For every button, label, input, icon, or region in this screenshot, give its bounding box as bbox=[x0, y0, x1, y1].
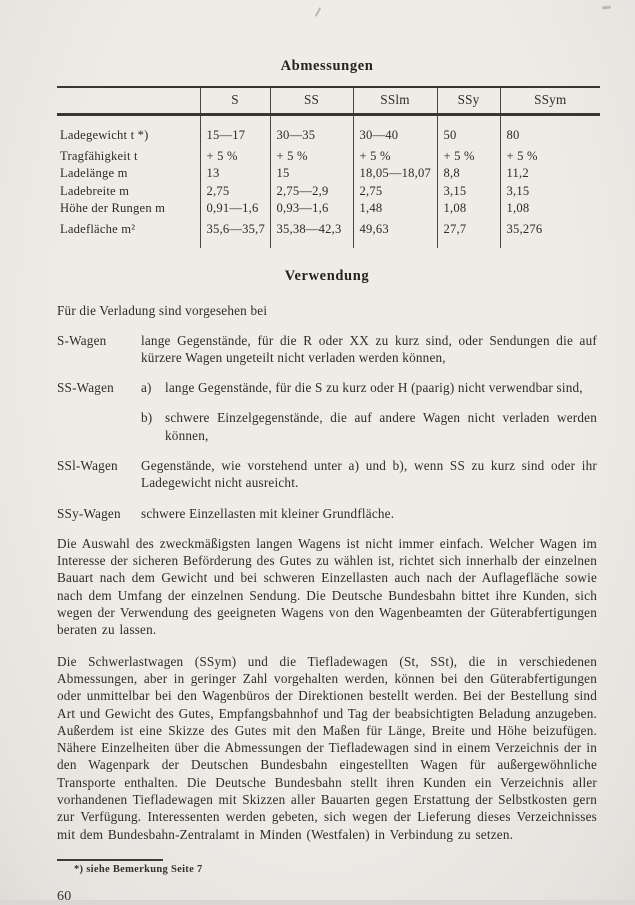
table-cell: 11,2 bbox=[500, 165, 600, 183]
dimensions-table bbox=[57, 86, 600, 248]
table-cell: 1,08 bbox=[437, 200, 500, 218]
table-cell: + 5 % bbox=[437, 148, 500, 166]
definition-row-ssl-wagen bbox=[57, 457, 597, 492]
table-cell: + 5 % bbox=[200, 148, 270, 166]
table-cell: 13 bbox=[200, 165, 270, 183]
body-paragraph-2: Die Schwerlastwagen (SSym) und die Tiefladewagen (St, SSt), die in verschiedenen Abmessungen, aber in geringer Zahl vorgehalten werden, können bei den Güterabfertigungen oder unmittelbar bei den Wagenbüros der Direktionen bestellt werden. Bei der Bestellung sind Art und Gewicht des Gutes, Empfangsbahnhof und Tag der beabsichtigten Beladung anzugeben. Außerdem ist eine Skizze des Gutes mit den Maßen für Länge, Breite und Höhe beizufügen. Nähere Einzelheiten über die Abmessungen der Tiefladewagen sind in einem Verzeichnis der in den Wagenpark der Deutschen Bundesbahn eingestellten Wagen für außergewöhnliche Transporte enthalten. Die Deutsche Bundesbahn stellt ihren Kunden ein Verzeichnis aller vorhandenen Tiefladewagen mit Skizzen aller Bauarten gegen Erstattung der Selbstkosten gern zur Verfügung. Interessenten werden gebeten, sich wegen der Lieferung dieses Verzeichnisses mit dem Bundesbahn-Zentralamt in Minden (Westfalen) in Verbindung zu setzen. bbox=[57, 653, 597, 842]
body-paragraph-1: Die Auswahl des zweckmäßigsten langen Wagens ist nicht immer einfach. Welcher Wagen im Interesse der sicheren Beförderung des Gutes zu wählen ist, richtet sich innerhalb der einzelnen Bauart nach dem Gewicht und bei schweren Einzellasten auch nach der Auflagefläche sowie nach dem Umfang der einzelnen Sendung. Die Deutsche Bundesbahn bittet ihre Kunden, sich wegen der Verwendung des geeigneten Wagens von den Wagenbeamten der Güterabfertigungen beraten zu lassen. bbox=[57, 535, 597, 638]
table-cell: 0,93—1,6 bbox=[270, 200, 353, 218]
table-title: Abmessungen bbox=[280, 58, 374, 74]
table-cell: 35,6—35,7 bbox=[200, 218, 270, 248]
table-row bbox=[57, 165, 600, 183]
definition-marker: b) bbox=[141, 410, 153, 426]
definition-text: lange Gegenstände, für die R oder XX zu kurz sind, oder Sendungen die auf kürzere Wagen ungeteilt nicht verladen werden können, bbox=[141, 332, 597, 365]
row-label: Tragfähigkeit t bbox=[60, 148, 138, 163]
definition-row-ss-wagen-b bbox=[57, 409, 597, 444]
row-label: Ladelänge m bbox=[60, 166, 128, 181]
table-cell: 49,63 bbox=[353, 218, 437, 248]
verwendung-intro: Für die Verladung sind vorgesehen bei bbox=[57, 302, 268, 318]
table-cell: 35,38—42,3 bbox=[270, 218, 353, 248]
table-header-empty bbox=[57, 87, 200, 114]
definition-term: SSl-Wagen bbox=[57, 457, 118, 473]
table-cell: 18,05—18,07 bbox=[353, 165, 437, 183]
table-cell: 2,75 bbox=[353, 183, 437, 201]
definition-marker: a) bbox=[141, 380, 152, 396]
row-label: Ladebreite m bbox=[60, 183, 130, 198]
table-cell: 0,91—1,6 bbox=[200, 200, 270, 218]
definition-term bbox=[57, 409, 141, 444]
table-cell: 15—17 bbox=[200, 114, 270, 148]
definition-term: SS-Wagen bbox=[57, 380, 114, 396]
column-header-ssy: SSy bbox=[437, 87, 500, 114]
footnote-text: *) siehe Bemerkung Seite 7 bbox=[74, 863, 203, 875]
table-cell: 30—40 bbox=[353, 114, 437, 148]
table-cell: 35,276 bbox=[500, 218, 600, 248]
definition-row-s-wagen bbox=[57, 332, 597, 367]
table-cell: 3,15 bbox=[500, 183, 600, 201]
table-cell: 1,48 bbox=[353, 200, 437, 218]
table-cell: 8,8 bbox=[437, 165, 500, 183]
definition-text: lange Gegenstände, für die S zu kurz oder H (paarig) nicht verwendbar sind, bbox=[165, 380, 583, 396]
scan-artifact-mark bbox=[315, 7, 321, 17]
table-row bbox=[57, 148, 600, 166]
definition-row-ss-wagen-a bbox=[57, 379, 597, 396]
definition-term: SSy-Wagen bbox=[57, 505, 121, 521]
table-cell: 30—35 bbox=[270, 114, 353, 148]
table-cell: 27,7 bbox=[437, 218, 500, 248]
row-label: Ladegewicht t *) bbox=[60, 128, 149, 142]
column-header-s: S bbox=[200, 87, 270, 114]
table-row bbox=[57, 200, 600, 218]
table-row bbox=[57, 114, 600, 148]
definition-text: schwere Einzellasten mit kleiner Grundfläche. bbox=[141, 505, 395, 521]
table-cell: 80 bbox=[500, 114, 600, 148]
scan-artifact-mark bbox=[602, 5, 611, 9]
table-cell: + 5 % bbox=[500, 148, 600, 166]
table-cell: 2,75—2,9 bbox=[270, 183, 353, 201]
column-header-ssym: SSym bbox=[500, 87, 600, 114]
column-header-ss: SS bbox=[270, 87, 353, 114]
row-label: Ladefläche m² bbox=[60, 221, 136, 236]
table-cell: + 5 % bbox=[353, 148, 437, 166]
definition-term: S-Wagen bbox=[57, 332, 107, 348]
footnote-divider bbox=[57, 859, 163, 861]
table-row bbox=[57, 183, 600, 201]
table-cell: 50 bbox=[437, 114, 500, 148]
definition-text: schwere Einzelgegenstände, die auf andere Wagen nicht verladen werden können, bbox=[165, 410, 597, 443]
table-header-row bbox=[57, 87, 600, 114]
definition-text: Gegenstände, wie vorstehend unter a) und b), wenn SS zu kurz sind oder ihr Ladegewicht nicht ausreicht. bbox=[141, 457, 597, 491]
table-cell: 15 bbox=[270, 165, 353, 183]
table-cell: 2,75 bbox=[200, 183, 270, 201]
table-row bbox=[57, 218, 600, 248]
definition-row-ssy-wagen bbox=[57, 505, 597, 522]
section-title-verwendung: Verwendung bbox=[284, 267, 370, 284]
table-cell: 1,08 bbox=[500, 200, 600, 218]
page-number: 60 bbox=[57, 888, 72, 904]
table-cell: 3,15 bbox=[437, 183, 500, 201]
table-cell: + 5 % bbox=[270, 148, 353, 166]
row-label: Höhe der Rungen m bbox=[60, 201, 166, 216]
column-header-sslm: SSlm bbox=[353, 87, 437, 114]
